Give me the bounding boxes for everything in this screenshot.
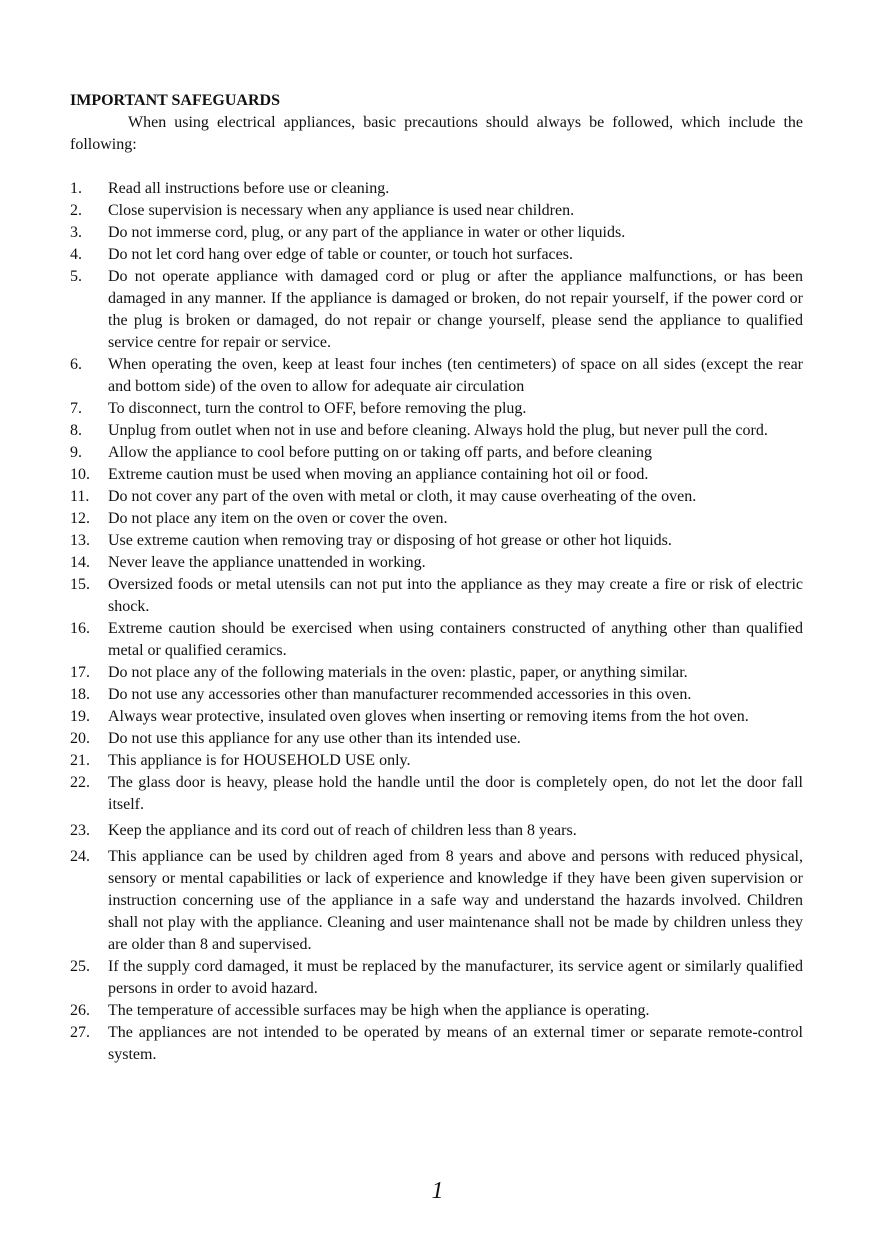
list-item xyxy=(70,442,803,464)
item-text: Do not operate appliance with damaged cord or plug or after the appliance malfunctions, or has been damaged in any manner. If the appliance is damaged or broken, do not repair yourself, if the power cord or the plug is broken or damaged, do not repair or change yourself, please send the appliance to qualified service centre for repair or service. xyxy=(108,268,803,351)
item-number: 21. xyxy=(70,752,90,769)
list-item xyxy=(70,846,803,956)
list-item xyxy=(70,956,803,1000)
item-number: 27. xyxy=(70,1024,90,1041)
item-number: 6. xyxy=(70,356,82,373)
item-number: 5. xyxy=(70,268,82,285)
item-number: 4. xyxy=(70,246,82,263)
item-number: 16. xyxy=(70,620,90,637)
item-text: Do not use any accessories other than manufacturer recommended accessories in this oven. xyxy=(108,686,692,703)
item-text: Never leave the appliance unattended in working. xyxy=(108,554,426,571)
item-number: 14. xyxy=(70,554,90,571)
item-number: 3. xyxy=(70,224,82,241)
item-text: Unplug from outlet when not in use and before cleaning. Always hold the plug, but never pull the cord. xyxy=(108,422,768,439)
item-number: 25. xyxy=(70,958,90,975)
item-number: 10. xyxy=(70,466,90,483)
item-text: Keep the appliance and its cord out of reach of children less than 8 years. xyxy=(108,822,577,839)
item-number: 18. xyxy=(70,686,90,703)
item-text: Extreme caution must be used when moving an appliance containing hot oil or food. xyxy=(108,466,649,483)
item-number: 15. xyxy=(70,576,90,593)
list-item xyxy=(70,354,803,398)
item-number: 22. xyxy=(70,774,90,791)
list-item xyxy=(70,464,803,486)
page-number: 1 xyxy=(431,1178,444,1204)
item-number: 23. xyxy=(70,822,90,839)
list-item xyxy=(70,552,803,574)
item-text: Do not immerse cord, plug, or any part of the appliance in water or other liquids. xyxy=(108,224,626,241)
list-item xyxy=(70,222,803,244)
list-item xyxy=(70,772,803,816)
list-item xyxy=(70,244,803,266)
item-text: The appliances are not intended to be operated by means of an external timer or separate remote-control system. xyxy=(108,1024,803,1063)
list-item xyxy=(70,420,803,442)
list-item xyxy=(70,728,803,750)
item-number: 8. xyxy=(70,422,82,439)
list-item xyxy=(70,486,803,508)
item-number: 1. xyxy=(70,180,82,197)
item-number: 17. xyxy=(70,664,90,681)
item-text: Do not cover any part of the oven with metal or cloth, it may cause overheating of the oven. xyxy=(108,488,697,505)
item-number: 24. xyxy=(70,848,90,865)
item-text: Allow the appliance to cool before putting on or taking off parts, and before cleaning xyxy=(108,444,652,461)
list-item xyxy=(70,530,803,552)
list-item xyxy=(70,398,803,420)
item-text: Extreme caution should be exercised when using containers constructed of anything other than qualified metal or qualified ceramics. xyxy=(108,620,803,659)
item-text: This appliance is for HOUSEHOLD USE only. xyxy=(108,752,411,769)
item-number: 20. xyxy=(70,730,90,747)
item-number: 9. xyxy=(70,444,82,461)
item-text: The temperature of accessible surfaces may be high when the appliance is operating. xyxy=(108,1002,650,1019)
item-number: 19. xyxy=(70,708,90,725)
item-text: Do not place any of the following materials in the oven: plastic, paper, or anything similar. xyxy=(108,664,688,681)
list-item xyxy=(70,508,803,530)
item-text: The glass door is heavy, please hold the handle until the door is completely open, do not let the door fall itself. xyxy=(108,774,803,813)
item-text: Close supervision is necessary when any appliance is used near children. xyxy=(108,202,575,219)
item-text: Do not place any item on the oven or cover the oven. xyxy=(108,510,448,527)
item-text: This appliance can be used by children aged from 8 years and above and persons with reduced physical, sensory or mental capabilities or lack of experience and knowledge if they have been given supervision or instruction concerning use of the appliance in a safe way and understand the hazards involved. Children shall not play with the appliance. Cleaning and user maintenance shall not be made by children unless they are older than 8 and supervised. xyxy=(108,848,803,953)
item-number: 26. xyxy=(70,1002,90,1019)
list-item xyxy=(70,706,803,728)
list-item xyxy=(70,662,803,684)
item-number: 7. xyxy=(70,400,82,417)
item-text: Do not let cord hang over edge of table or counter, or touch hot surfaces. xyxy=(108,246,573,263)
item-text: To disconnect, turn the control to OFF, before removing the plug. xyxy=(108,400,527,417)
intro-paragraph: When using electrical appliances, basic precautions should always be followed, which include the following: xyxy=(70,114,803,153)
item-text: Always wear protective, insulated oven gloves when inserting or removing items from the hot oven. xyxy=(108,708,749,725)
list-item xyxy=(70,750,803,772)
list-item xyxy=(70,200,803,222)
list-item xyxy=(70,1022,803,1066)
item-text: If the supply cord damaged, it must be replaced by the manufacturer, its service agent or similarly qualified persons in order to avoid hazard. xyxy=(108,958,803,997)
item-text: Use extreme caution when removing tray or disposing of hot grease or other hot liquids. xyxy=(108,532,672,549)
item-number: 2. xyxy=(70,202,82,219)
list-item xyxy=(70,178,803,200)
list-item xyxy=(70,574,803,618)
list-item xyxy=(70,266,803,354)
item-text: Read all instructions before use or cleaning. xyxy=(108,180,390,197)
page-title: IMPORTANT SAFEGUARDS xyxy=(70,92,280,109)
item-number: 11. xyxy=(70,488,90,505)
item-number: 13. xyxy=(70,532,90,549)
safeguards-list xyxy=(70,178,803,1066)
list-item xyxy=(70,820,803,842)
item-text: Do not use this appliance for any use other than its intended use. xyxy=(108,730,521,747)
item-text: When operating the oven, keep at least four inches (ten centimeters) of space on all sides (except the rear and bottom side) of the oven to allow for adequate air circulation xyxy=(108,356,803,395)
list-item xyxy=(70,618,803,662)
list-item xyxy=(70,684,803,706)
document-page xyxy=(70,90,803,1066)
list-item xyxy=(70,1000,803,1022)
item-text: Oversized foods or metal utensils can not put into the appliance as they may create a fire or risk of electric shock. xyxy=(108,576,803,615)
item-number: 12. xyxy=(70,510,90,527)
